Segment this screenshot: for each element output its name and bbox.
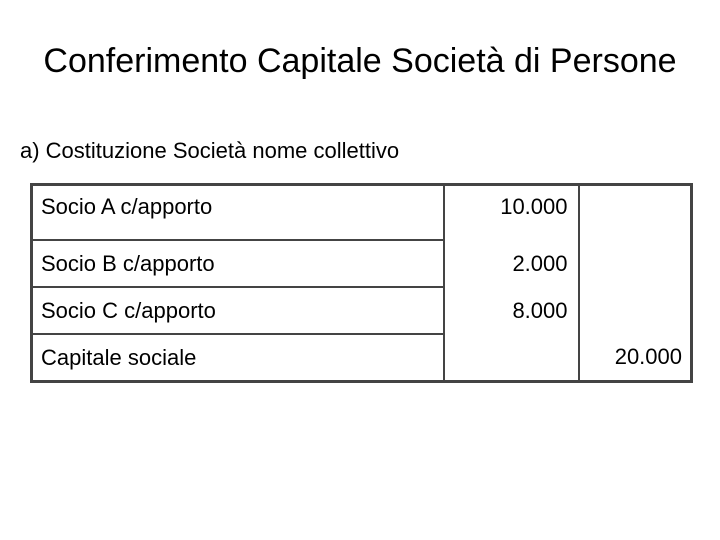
credit-cell <box>579 240 692 287</box>
debit-cell <box>444 334 579 382</box>
credit-cell: 20.000 <box>579 334 692 382</box>
account-cell: Socio B c/apporto <box>32 240 444 287</box>
debit-cell: 10.000 <box>444 185 579 241</box>
credit-cell <box>579 185 692 241</box>
account-cell: Socio A c/apporto <box>32 185 444 241</box>
credit-cell <box>579 287 692 334</box>
account-cell: Socio C c/apporto <box>32 287 444 334</box>
page-title: Conferimento Capitale Società di Persone <box>43 42 677 80</box>
table-row <box>32 240 692 287</box>
account-cell: Capitale sociale <box>32 334 444 382</box>
table-row <box>32 287 692 334</box>
section-subtitle: a) Costituzione Società nome collettivo <box>20 138 400 163</box>
journal-entry-table <box>30 183 693 383</box>
table-row <box>32 334 692 382</box>
table-row <box>32 185 692 241</box>
debit-cell: 2.000 <box>444 240 579 287</box>
debit-cell: 8.000 <box>444 287 579 334</box>
